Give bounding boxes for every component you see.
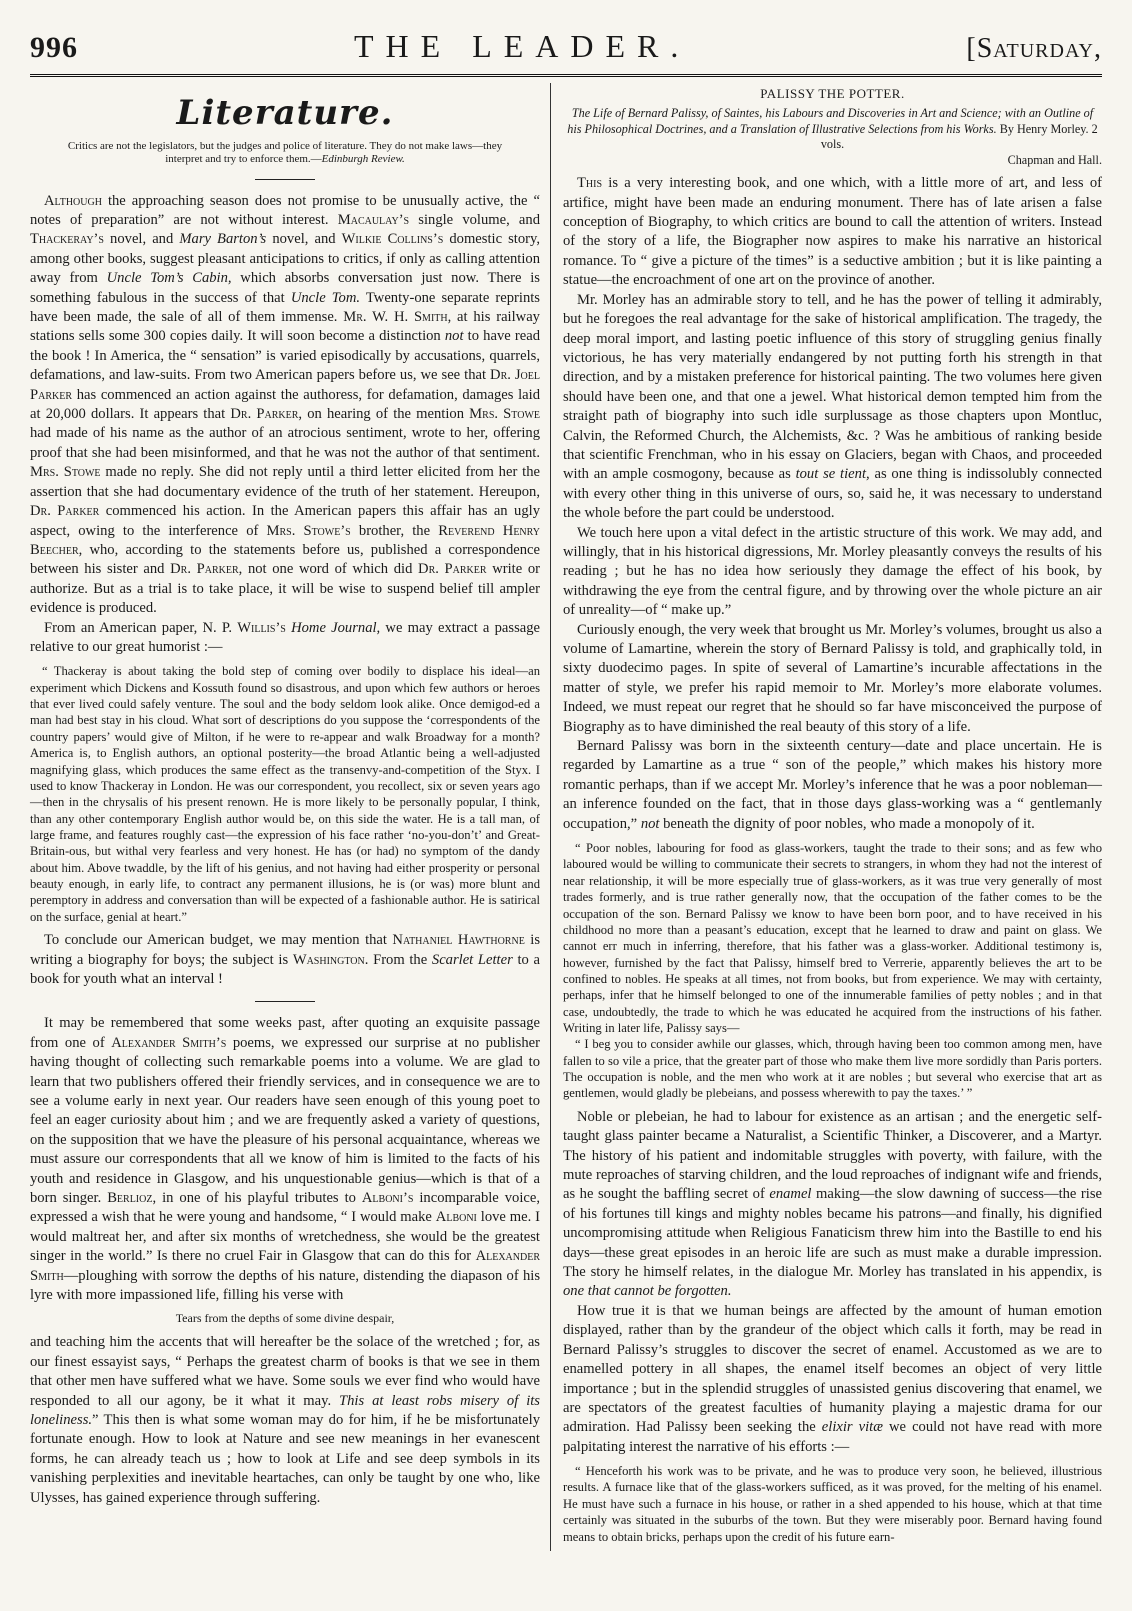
masthead: [30, 28, 1102, 77]
text-run: who, according to the statements before us, published a correspondence between his sister and: [30, 541, 540, 578]
text-run: Curiously enough, the very week that brought us Mr. Morley’s volumes, brought us also a volume of Lamartine, wherein the story of Bernard Palissy is told, and graphically told, in sixty duodecimo pages. In spite of several of Lamartine’s incurable affectations in the matter of style, we prefer his rapid memoir to Mr. Morley’s more elaborate volumes. Indeed, we must repeat our regret that he should so far have misconceived the purpose of Biography as to have diminished the real beauty of this story of a life.: [563, 621, 1102, 735]
text-run: Dr. Parker: [418, 561, 487, 578]
text-run: Thackeray’s: [30, 231, 104, 248]
paragraph: [563, 174, 1102, 290]
text-run: not: [444, 328, 464, 345]
text-run: Mrs. Stowe: [469, 406, 540, 423]
text-run: poems, we expressed our surprise at no publisher having thought of collecting such remarkable poems into a volume. We are glad to learn that two publishers offered their friendly services, and in consequence we are to see a volume early in next year. Our readers have seen enough of this young poet to feel an eager curiosity about him ; and we are frequently asked a variety of questions, on the supposition that we have the pleasure of his personal acquaintance, whereas we must assure our correspondents that all we know of him is limited to the facts of his youth and residence in Glasgow, and his unquestionable genius—which is that of a born singer.: [30, 1034, 540, 1206]
text-run: and teaching him the accents that will hereafter be the solace of the wretched ; for, as our finest essayist says, “ Perhaps the greatest charm of books is that we see in them that other men have suffered what we have. Some souls we ever find who would have responded to all our agony, be it what it may.: [30, 1334, 540, 1409]
paper-title: THE LEADER.: [353, 28, 691, 64]
text-run: commenced his action. In the American papers this affair has an ugly aspect, owing to the interference of: [30, 503, 540, 539]
paragraph: [30, 1014, 540, 1305]
text-run: Mrs. Stowe’s: [266, 522, 351, 539]
text-run: at his railway stations sells some 300 copies daily. It will soon become a distinction: [30, 309, 540, 345]
text-run: Alboni’s: [361, 1189, 414, 1206]
text-run: love me. I would maltreat her, and after six months of wretchedness, she would be the greatest singer in the world.” Is there no cruel Fair in Glasgow that can do this for: [30, 1209, 540, 1265]
text-run: domestic story, among other books, suggest pleasant anticipations to critics, if only as calling attention away from: [30, 231, 541, 287]
left-column: [30, 83, 550, 1551]
text-run: one that cannot be forgotten.: [563, 1283, 732, 1300]
paragraph: [30, 619, 540, 658]
text-run: Nathaniel Hawthorne: [392, 932, 525, 949]
paragraph: [30, 1333, 540, 1508]
text-run: Alexander Smith: [30, 1248, 540, 1284]
publisher: Chapman and Hall.: [1007, 153, 1102, 168]
paragraph: [563, 737, 1102, 834]
text-run: This: [577, 175, 603, 192]
text-run: as one thing is indissolubly connected with every other thing in this universe of ours, so, said he, it was necessary to understand the whole before the part could be understood.: [563, 466, 1102, 522]
text-run: Uncle Tom.: [290, 289, 361, 306]
text-run: Dr. Parker,: [170, 561, 243, 578]
text-run: Alexander Smith’s: [111, 1034, 227, 1051]
text-run: brother, the: [350, 522, 439, 539]
text-run: ” This then is what some woman may do for him, if he be misfortunately fortunate enough. How to look at Nature and see new meanings in her evanescent forms, he can already teach us ; how to look at Life and see deep symbols in its vanishing perplexities and inevitable heartaches, can only be taught by one who, like Ulysses, has gained experience through suffering.: [30, 1411, 540, 1506]
text-run: Mr. W. H. Smith,: [343, 309, 452, 326]
verse-line: Tears from the depths of some divine despair,: [175, 1311, 395, 1326]
text-run: Although: [44, 192, 102, 209]
text-run: novel, and: [103, 231, 180, 248]
text-run: tout se tient,: [795, 466, 870, 483]
text-run: Scarlet Letter: [431, 951, 513, 968]
paragraph: [563, 621, 1102, 737]
columns: [30, 83, 1102, 1551]
paragraph: [30, 931, 540, 989]
text-run: Mary Barton’s: [179, 231, 267, 248]
text-run: To conclude our American budget, we may mention that: [44, 932, 393, 949]
book-author: By Henry Morley. 2 vols.: [820, 121, 1098, 151]
text-run: It may be remembered that some weeks past, after quoting an exquisite passage from one of: [30, 1015, 540, 1051]
text-run: write or authorize. But as a trial is to take place, it will be wise to suspend belief till ampler evidence is produced.: [30, 561, 540, 617]
quote-text: “ I beg you to consider awhile our glasses, which, through having been too common among men, have fallen to so vile a price, that the greater part of those who make them live more sordidly than Paris porters. The occupation is noble, and the men who work at it are nobles ; but several who exercise that art as gentlemen, would gladly be plebeians, and possess wherewith to pay the taxes.’ ”: [563, 1037, 1102, 1101]
text-run: Home Journal,: [291, 619, 381, 636]
text-run: is writing a biography for boys; the subject is: [30, 932, 541, 968]
divider: [255, 1001, 315, 1002]
text-run: not: [640, 815, 660, 832]
issue-day: [Saturday,: [966, 33, 1102, 64]
text-run: Alboni: [435, 1209, 477, 1226]
text-run: We touch here upon a vital defect in the artistic structure of this work. We may add, and willingly, that in his historical digressions, Mr. Morley pleasantly conveys the results of his reading ; but he has no idea how seriously they damage the effect of his book, by withdrawing the eye from the central figure, and by throwing over the whole picture an air of unreality—of “ make up.”: [563, 524, 1102, 619]
text-run: Noble or plebeian, he had to labour for existence as an artisan ; and the energetic self-taught glass painter became a Naturalist, a Scientific Thinker, a Discoverer, and a Martyr. The history of his patient and indomitable struggles with poverty, with failure, with the mute reproaches of starving children, and the loud reproaches of indignant wife and friends, as he sought the baffling secret of: [563, 1108, 1102, 1203]
page-number: 996: [30, 31, 78, 64]
text-run: —ploughing with sorrow the depths of his nature, distending the diapason of his lyre with more impassioned life, filling his verse with: [30, 1267, 540, 1303]
quote-text: “ Poor nobles, labouring for food as glass-workers, taught the trade to their sons; and as few who laboured would be willing to communicate their secrets to strangers, in whom they had not the interest of near relationship, it will be more especially true of glass-workers, as it was true very generally of most trades formerly, and is true rather generally now, that the occupation of the father comes to be the occupation of the son. Bernard Palissy we know to have been born poor, and to have received in his childhood no more than a peasant’s education, except that he learned to draw and paint on glass. We cannot err much in inferring, therefore, that his father was a glass-worker. Additional testimony is, however, furnished by the fact that Palissy, himself bred to Verrerie, apparently believes the art to be confined to nobles. He speaks at all times, not from books, but from experience. We may with certainty, perhaps, infer that he himself belonged to one of the innumerable families of petty nobles ; and in that case, undoubtedly, the trade to which he was educated he acquired from the instructions of his father. Writing in later life, Palissy says—: [563, 841, 1102, 1036]
text-run: made no reply. She did not reply until a third letter elicited from her the assertion that she had documentary evidence of the truth of her statement. Hereupon,: [30, 464, 540, 500]
text-run: From an American paper, N. P.: [44, 619, 238, 636]
text-run: Berlioz,: [107, 1189, 157, 1206]
text-run: Uncle Tom’s Cabin,: [106, 270, 232, 287]
text-run: on hearing of the mention: [302, 406, 470, 423]
text-run: Willis’s: [237, 619, 286, 636]
text-run: Macaulay’s: [337, 212, 410, 228]
text-run: had made of his name as the author of an atrocious sentiment, wrote to her, offering proof that she had been misinformed, and that he was not the author of that sentiment.: [30, 425, 540, 461]
text-run: enamel: [769, 1186, 812, 1203]
text-run: is a very interesting book, and one which, with a little more of art, and less of artifice, might have been made an enduring monument. There has of late arisen a false conception of Biography, to which critics are bound to call the attention of writers. Instead of the story of a life, the Biographer now aspires to make his narrative an historical romance. To “ give a picture of the times” is a seductive ambition ; but it is like painting a statue—the encroachment of one art on the province of another.: [563, 175, 1102, 289]
text-run: Dr. Parker: [30, 503, 100, 520]
text-run: single volume, and: [409, 212, 540, 228]
divider: [255, 179, 315, 180]
text-run: Wilkie Collins’s: [341, 231, 444, 248]
text-run: not one word of which did: [242, 561, 419, 578]
text-run: in one of his playful tributes to: [156, 1189, 362, 1206]
motto-source: Edinburgh Review.: [321, 153, 405, 166]
text-run: Mrs. Stowe: [30, 464, 101, 481]
text-run: Reverend Henry Beecher,: [30, 522, 540, 558]
article-title: PALISSY THE POTTER.: [760, 86, 905, 101]
paragraph: [30, 192, 540, 619]
block-quote: [30, 663, 540, 925]
block-quote: [563, 1463, 1102, 1545]
text-run: beneath the dignity of poor nobles, who made a monopoly of it.: [659, 815, 1035, 832]
text-run: to a book for youth what an interval !: [30, 951, 540, 987]
text-run: novel, and: [266, 231, 342, 248]
section-motto: [60, 140, 510, 166]
paragraph: [563, 291, 1102, 524]
text-run: Washington.: [292, 951, 369, 968]
text-run: making—the slow dawning of success—the rise of his fortunes till kings and mighty nobles became his patrons—and finally, his dignified uncompromising attitude when Religious Fanaticism threw him into the Bastille to end his days—these great episodes in an heroic life are such as must make a durable impression. The story he himself relates, in the dialogue Mr. Morley has translated in his appendix, is: [563, 1186, 1102, 1281]
text-run: we could not have read with more palpitating interest the narrative of his efforts :—: [563, 1419, 1102, 1455]
text-run: has commenced an action against the authoress, for defamation, damages laid at 20,000 dollars. It appears that: [30, 386, 540, 423]
quote-text: “ Henceforth his work was to be private, and he was to produce very soon, he believed, illustrious results. A furnace like that of the glass-workers sufficed, as it was proved, for the melting of his enamel. He must have such a furnace in his house, or rather in a shed appended to his house, which at that time certainly was situated in the suburbs of the town. But they were miserably poor. Bernard having found means to obtain bricks, perhaps upon the credit of his future earn-: [563, 1464, 1102, 1544]
text-run: Bernard Palissy was born in the sixteenth century—date and place uncertain. He is regarded by Lamartine as a true “ son of the people,” which makes his history more romantic perhaps, than if we accept Mr. Morley’s inference that he was a poor nobleman—an inference founded on the fact, that in those days glass-working was a “ gentlemanly occupation,”: [563, 738, 1102, 832]
paragraph: [563, 1302, 1102, 1457]
text-run: Mr. Morley has an admirable story to tell, and he has the power of telling it admirably, but he foregoes the real advantage for the sake of historical amplification. The tragedy, the deep moral import, and lasting poetic influence of this story of struggling genius finally victorious, he has very materially endangered by not putting forth his strength in that direction, and by a mistaken preference for historical painting. The two volumes here given should have been one, and that one a jewel. What historical demon tempted him from the straight path of biography into such idle surplussage as those chapters upon Montluc, Calvin, the Reformed Church, the Alchemists, &c. ? Was he ambitious of ranking beside that scientific Frenchman, who in his essay on Glaciers, began with Chaos, and proceeded with an ample cosmogony, because as: [563, 291, 1102, 483]
paragraph: [563, 524, 1102, 621]
text-run: From the: [368, 951, 432, 968]
text-run: Twenty-one separate reprints have been made, the sale of all of them immense.: [30, 289, 540, 326]
text-run: Dr. Joel Parker: [30, 367, 540, 403]
text-run: to have read the book ! In America, the “ sensation” is varied episodically by accusations, quarrels, defamations, and law-suits. From two American papers before us, we see that: [30, 328, 540, 384]
text-run: Dr. Parker,: [230, 406, 303, 423]
section-heading: Literature.: [176, 93, 394, 133]
text-run: How true it is that we human beings are affected by the amount of human emotion displayed, rather than by the grandeur of the object which calls it forth, may be read in Bernard Palissy’s struggles to discover the secret of enamel. Accustomed as we are to enamelled pottery in all shapes, the enamel itself becomes an object of very little importance ; but in the splendid struggles of unassisted genius discovering that enamel, we are spectators of the greatest faculties of humanity playing a majestic drama for our admiration. Had Palissy been seeking the: [563, 1302, 1102, 1436]
text-run: which absorbs conversation just now. There is something fabulous in the success of that: [30, 270, 540, 306]
quote-text: “ Thackeray is about taking the bold step of coming over bodily to displace his ideal—an experiment which Dickens and Kossuth found so disastrous, and upon which few authors or heroes that ever lived could safely venture. The soul and the body seldom look alike. Once demigod-ed a man had best stay in his cloud. What sort of descriptions do you suppose the ‘correspondents of the country papers’ would give of Milton, if he were to re-appear and walk Broadway for a month? America is, to English authors, an optional posterity—the broad Atlantic being a well-adjusted magnifying glass, which produces the same effect as the transenvy-and-competition of the Styx. I used to know Thackeray in London. He was our correspondent, you recollect, six or seven years ago—then in the chrysalis of his present renown. He is more likely to be personally popular, I think, than any other contemporary English author would be, on this side the water. He is a tall man, of large frame, and features roughly cast—the expression of his face rather ‘no-you-don’t’ and Great-Britain-ous, but withal very fearless and very honest. He has (or had) no symptom of the dandy about him. Above twaddle, by the lift of his genius, and not having had either prosperity or personal beauty enough, in early life, to contract any permanent illusions, he is (or was) more blunt and peremptory in address and conversation than will be expected of a fashionable author. He is satirical on the surface, genial at heart.”: [30, 664, 540, 924]
block-quote: [563, 840, 1102, 1102]
paragraph: [563, 1108, 1102, 1302]
book-reference: [567, 106, 1098, 152]
text-run: the approaching season does not promise to be unusually active, the “ notes of preparation” are not without interest.: [30, 192, 540, 228]
text-run: elixir vitæ: [821, 1419, 883, 1436]
book-title: The Life of Bernard Palissy, of Saintes, his Labours and Discoveries in Art and Science; with an Outline of his Philosophical Doctrines, and a Translation of Illustrative Selections from his Works.: [567, 106, 1094, 136]
right-column: [550, 83, 1102, 1551]
text-run: This at least robs misery of its loneliness.: [30, 1392, 540, 1428]
motto-text: Critics are not the legislators, but the judges and police of literature. They do not make laws—they interpret and try to enforce them.—: [67, 140, 503, 166]
text-run: we may extract a passage relative to our great humorist :—: [30, 619, 540, 655]
text-run: incomparable voice, expressed a wish that he were young and handsome, “ I would make: [30, 1189, 540, 1226]
